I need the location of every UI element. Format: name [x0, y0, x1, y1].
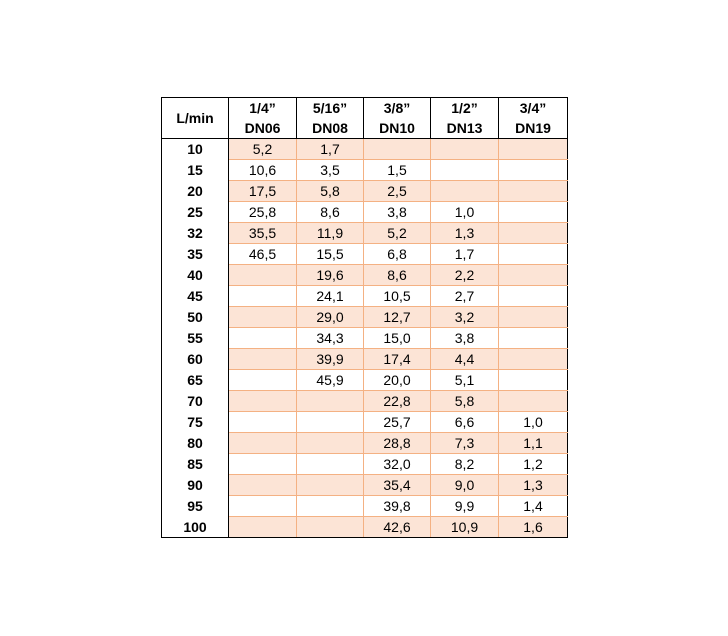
flow-rate-cell: 25: [162, 202, 229, 223]
value-cell: 8,2: [431, 454, 499, 475]
value-cell: 42,6: [364, 517, 431, 538]
table-row: [162, 433, 568, 454]
header-dn19: [499, 98, 568, 139]
header-size-dn: DN13: [446, 120, 483, 136]
table-row: [162, 265, 568, 286]
header-size-inch: 1/4”: [249, 100, 276, 116]
value-cell: 10,5: [364, 286, 431, 307]
flow-rate-cell: 32: [162, 223, 229, 244]
header-dn13: [431, 98, 499, 139]
value-cell: [499, 307, 568, 328]
table-row: [162, 160, 568, 181]
table-row: [162, 475, 568, 496]
value-cell: 2,5: [364, 181, 431, 202]
value-cell: 9,9: [431, 496, 499, 517]
value-cell: 4,4: [431, 349, 499, 370]
table-row: [162, 181, 568, 202]
header-size-dn: DN19: [515, 120, 551, 136]
value-cell: [297, 454, 364, 475]
header-flow-rate: [162, 98, 229, 139]
value-cell: [229, 496, 297, 517]
value-cell: 1,5: [364, 160, 431, 181]
value-cell: [499, 370, 568, 391]
flow-rate-cell: 10: [162, 139, 229, 160]
value-cell: 34,3: [297, 328, 364, 349]
flow-rate-cell: 85: [162, 454, 229, 475]
flow-rate-cell: 65: [162, 370, 229, 391]
value-cell: 1,3: [499, 475, 568, 496]
table-row: [162, 496, 568, 517]
value-cell: [229, 475, 297, 496]
header-size-inch: 3/4”: [519, 100, 547, 116]
value-cell: 46,5: [229, 244, 297, 265]
header-size-dn: DN10: [379, 120, 415, 136]
value-cell: 35,4: [364, 475, 431, 496]
value-cell: 39,8: [364, 496, 431, 517]
value-cell: 28,8: [364, 433, 431, 454]
value-cell: [229, 412, 297, 433]
value-cell: 15,0: [364, 328, 431, 349]
table-row: [162, 370, 568, 391]
value-cell: [297, 517, 364, 538]
header-dn08: [297, 98, 364, 139]
value-cell: 8,6: [364, 265, 431, 286]
table-row: [162, 328, 568, 349]
table-row: [162, 454, 568, 475]
flow-rate-cell: 80: [162, 433, 229, 454]
flow-rate-cell: 40: [162, 265, 229, 286]
flow-rate-cell: 70: [162, 391, 229, 412]
flow-rate-table: [161, 97, 568, 538]
table-body: [162, 139, 568, 538]
value-cell: [297, 496, 364, 517]
value-cell: 17,4: [364, 349, 431, 370]
value-cell: 1,0: [499, 412, 568, 433]
value-cell: 39,9: [297, 349, 364, 370]
value-cell: 1,0: [431, 202, 499, 223]
value-cell: [229, 370, 297, 391]
flow-rate-cell: 90: [162, 475, 229, 496]
value-cell: [297, 391, 364, 412]
value-cell: 15,5: [297, 244, 364, 265]
value-cell: [499, 181, 568, 202]
value-cell: [297, 412, 364, 433]
value-cell: 24,1: [297, 286, 364, 307]
value-cell: 7,3: [431, 433, 499, 454]
table-row: [162, 349, 568, 370]
table-row: [162, 223, 568, 244]
value-cell: [229, 265, 297, 286]
value-cell: 12,7: [364, 307, 431, 328]
value-cell: 5,2: [229, 139, 297, 160]
value-cell: [229, 454, 297, 475]
value-cell: 6,6: [431, 412, 499, 433]
table-row: [162, 517, 568, 538]
value-cell: [499, 202, 568, 223]
value-cell: [499, 328, 568, 349]
value-cell: 35,5: [229, 223, 297, 244]
value-cell: 1,1: [499, 433, 568, 454]
table-row: [162, 202, 568, 223]
value-cell: 5,8: [297, 181, 364, 202]
value-cell: [229, 286, 297, 307]
value-cell: [229, 328, 297, 349]
value-cell: [364, 139, 431, 160]
value-cell: [297, 433, 364, 454]
flow-rate-cell: 50: [162, 307, 229, 328]
value-cell: 1,2: [499, 454, 568, 475]
value-cell: [499, 391, 568, 412]
value-cell: 17,5: [229, 181, 297, 202]
flow-rate-cell: 100: [162, 517, 229, 538]
value-cell: 5,1: [431, 370, 499, 391]
value-cell: [431, 139, 499, 160]
value-cell: [229, 433, 297, 454]
flow-rate-cell: 45: [162, 286, 229, 307]
header-dn10: [364, 98, 431, 139]
value-cell: 20,0: [364, 370, 431, 391]
value-cell: [229, 349, 297, 370]
flow-rate-cell: 60: [162, 349, 229, 370]
header-label: L/min: [176, 110, 214, 126]
value-cell: 25,7: [364, 412, 431, 433]
value-cell: [431, 181, 499, 202]
value-cell: [431, 160, 499, 181]
value-cell: 9,0: [431, 475, 499, 496]
header-size-inch: 3/8”: [383, 100, 411, 116]
header-dn06: [229, 98, 297, 139]
value-cell: 10,6: [229, 160, 297, 181]
value-cell: 1,6: [499, 517, 568, 538]
flow-rate-cell: 75: [162, 412, 229, 433]
value-cell: [499, 139, 568, 160]
table-row: [162, 307, 568, 328]
value-cell: 6,8: [364, 244, 431, 265]
value-cell: 1,4: [499, 496, 568, 517]
value-cell: [499, 349, 568, 370]
flow-rate-cell: 35: [162, 244, 229, 265]
value-cell: 10,9: [431, 517, 499, 538]
value-cell: 8,6: [297, 202, 364, 223]
header-size-inch: 5/16”: [312, 100, 348, 116]
value-cell: 3,8: [364, 202, 431, 223]
table-row: [162, 139, 568, 160]
value-cell: 45,9: [297, 370, 364, 391]
table-row: [162, 391, 568, 412]
value-cell: [499, 244, 568, 265]
header-size-dn: DN08: [312, 120, 348, 136]
table-row: [162, 244, 568, 265]
value-cell: [499, 223, 568, 244]
flow-rate-cell: 15: [162, 160, 229, 181]
value-cell: [499, 286, 568, 307]
value-cell: 1,7: [297, 139, 364, 160]
table-row: [162, 286, 568, 307]
value-cell: 25,8: [229, 202, 297, 223]
value-cell: 2,2: [431, 265, 499, 286]
header-size-dn: DN06: [244, 120, 281, 136]
table-row: [162, 412, 568, 433]
value-cell: [229, 517, 297, 538]
flow-rate-cell: 55: [162, 328, 229, 349]
value-cell: 5,2: [364, 223, 431, 244]
value-cell: 3,2: [431, 307, 499, 328]
flow-rate-cell: 20: [162, 181, 229, 202]
value-cell: [229, 391, 297, 412]
value-cell: 19,6: [297, 265, 364, 286]
header-size-inch: 1/2”: [451, 100, 478, 116]
value-cell: 1,3: [431, 223, 499, 244]
value-cell: 3,5: [297, 160, 364, 181]
value-cell: [499, 265, 568, 286]
value-cell: 3,8: [431, 328, 499, 349]
value-cell: 32,0: [364, 454, 431, 475]
value-cell: 1,7: [431, 244, 499, 265]
value-cell: [297, 475, 364, 496]
value-cell: [229, 307, 297, 328]
value-cell: 11,9: [297, 223, 364, 244]
flow-rate-cell: 95: [162, 496, 229, 517]
value-cell: 2,7: [431, 286, 499, 307]
value-cell: 5,8: [431, 391, 499, 412]
value-cell: 29,0: [297, 307, 364, 328]
value-cell: 22,8: [364, 391, 431, 412]
header-row: [162, 98, 568, 139]
value-cell: [499, 160, 568, 181]
